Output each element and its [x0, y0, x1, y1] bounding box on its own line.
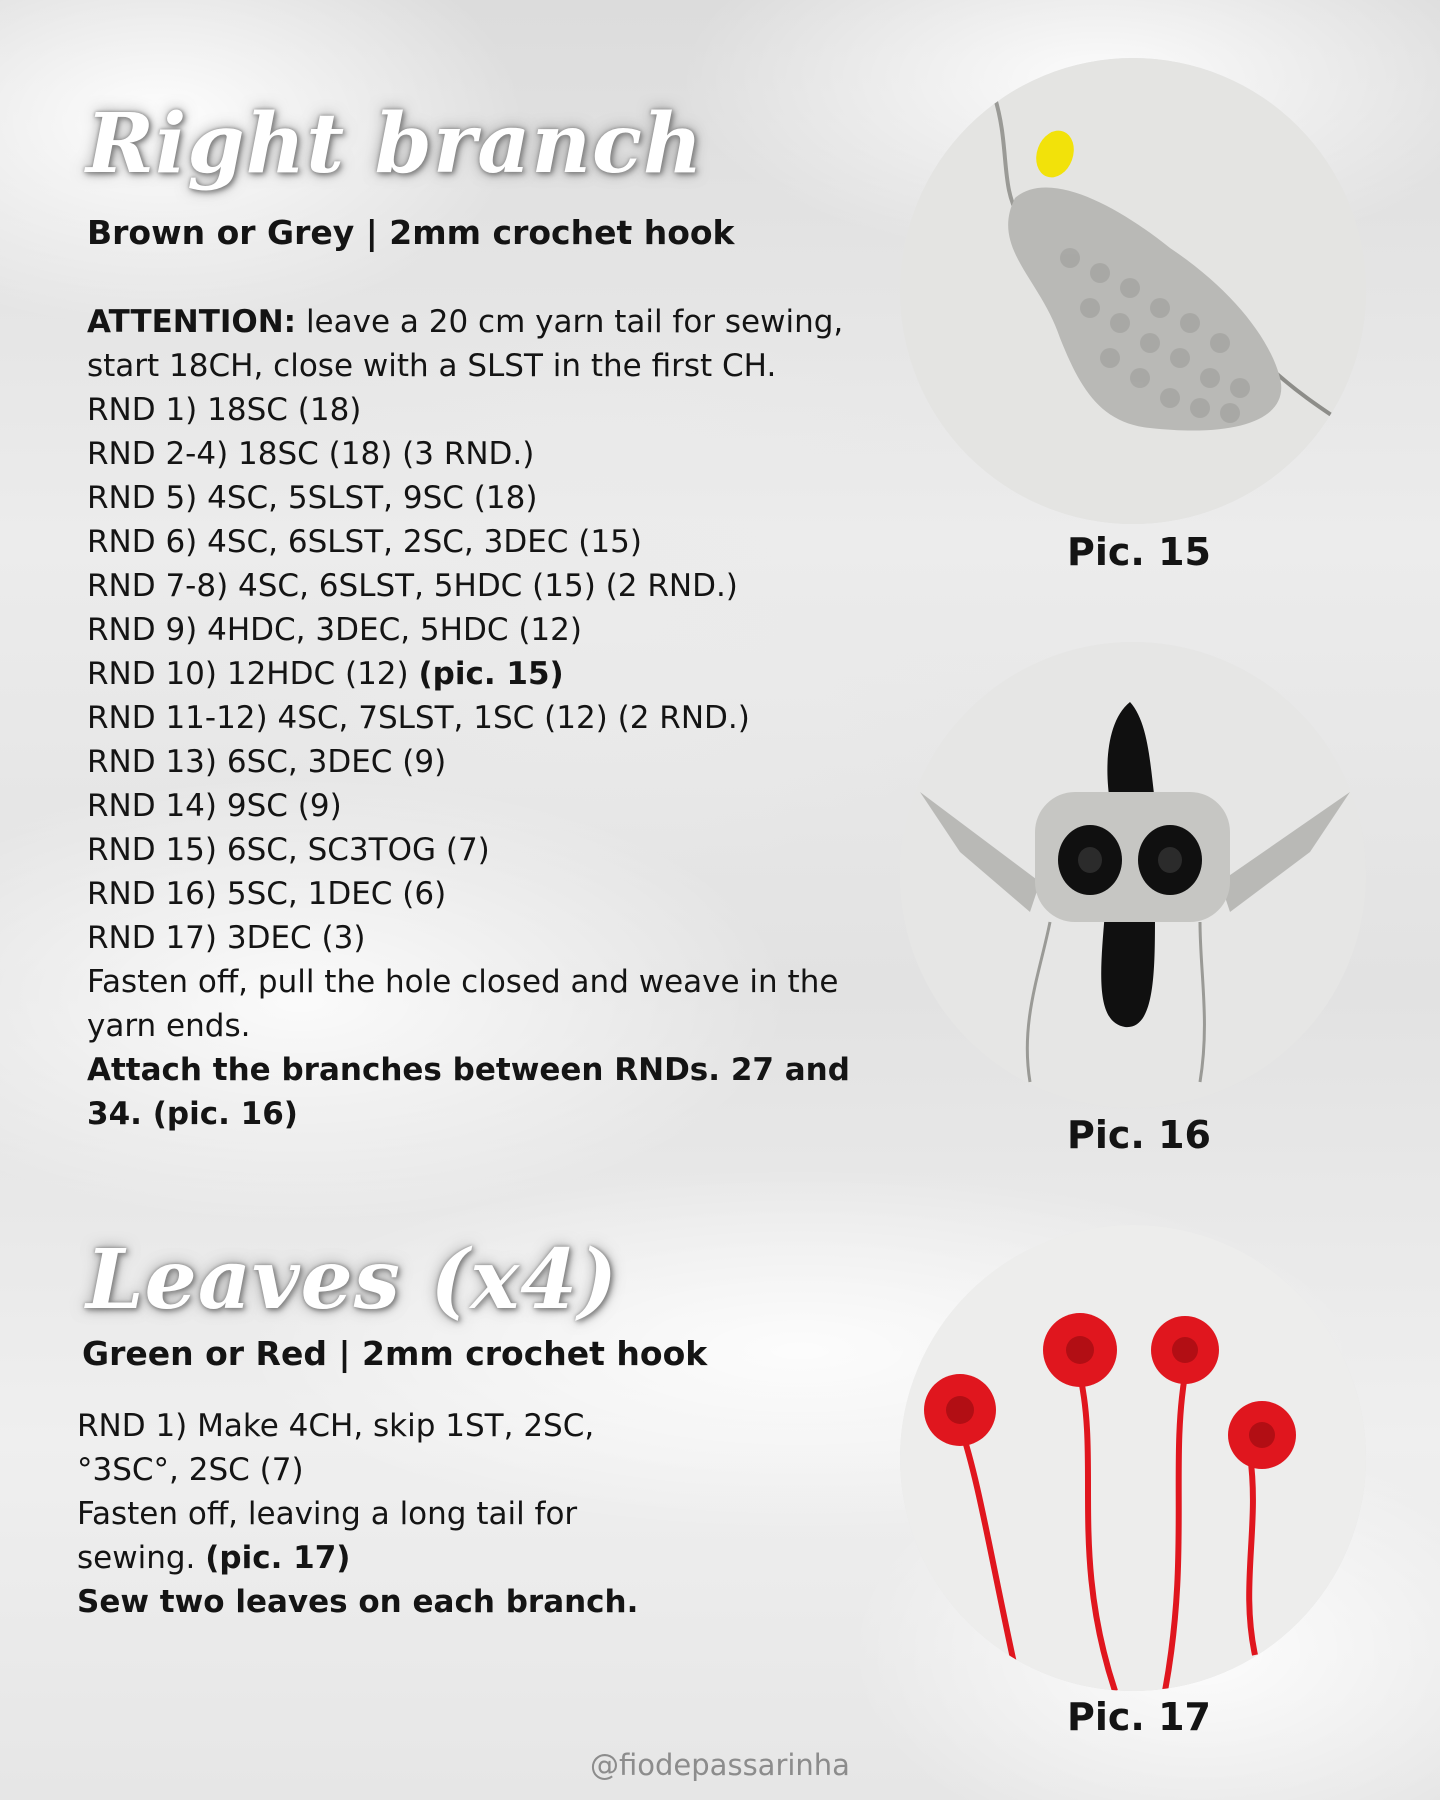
round-line: RND 7-8) 4SC, 6SLST, 5HDC (15) (2 RND.)	[87, 568, 738, 604]
round-line: RND 15) 6SC, SC3TOG (7)	[87, 832, 490, 868]
fasten-off-text: Fasten off, pull the hole closed and weave in the yarn ends.	[87, 964, 839, 1044]
right-branch-subtitle: Brown or Grey | 2mm crochet hook	[87, 213, 735, 252]
pic-16-photo	[900, 642, 1366, 1108]
leaves-fasten-paragraph	[77, 1492, 677, 1580]
right-branch-title: Right branch	[86, 96, 704, 192]
pic-17-caption: Pic. 17	[1067, 1695, 1211, 1739]
round-line	[87, 652, 867, 696]
leaves-instructions	[77, 1404, 677, 1624]
attach-branches-text: Attach the branches between RNDs. 27 and 34. (pic. 16)	[87, 1052, 850, 1132]
leaves-subtitle: Green or Red | 2mm crochet hook	[82, 1334, 708, 1373]
pic-15-photo	[900, 58, 1366, 524]
round-line: RND 6) 4SC, 6SLST, 2SC, 3DEC (15)	[87, 524, 642, 560]
leaves-rnd1: RND 1) Make 4CH, skip 1ST, 2SC, °3SC°, 2SC (7)	[77, 1408, 595, 1488]
grey-branch-illustration	[900, 58, 1366, 524]
round-line: RND 16) 5SC, 1DEC (6)	[87, 876, 447, 912]
round-line: RND 5) 4SC, 5SLST, 9SC (18)	[87, 480, 538, 516]
rnd10-text: RND 10) 12HDC (12)	[87, 656, 419, 692]
round-line: RND 13) 6SC, 3DEC (9)	[87, 744, 447, 780]
round-line: RND 2-4) 18SC (18) (3 RND.)	[87, 436, 535, 472]
round-line: RND 11-12) 4SC, 7SLST, 1SC (12) (2 RND.)	[87, 700, 750, 736]
red-leaves-illustration	[900, 1225, 1366, 1691]
round-line: RND 9) 4HDC, 3DEC, 5HDC (12)	[87, 612, 582, 648]
leaves-title: Leaves (x4)	[86, 1232, 619, 1328]
pic-15-caption: Pic. 15	[1067, 530, 1211, 574]
leaves-fasten-text: Fasten off, leaving a long tail for sewing.	[77, 1496, 578, 1576]
right-branch-instructions	[87, 300, 867, 1136]
round-line: RND 1) 18SC (18)	[87, 392, 362, 428]
sew-leaves-text: Sew two leaves on each branch.	[77, 1584, 639, 1620]
round-line: RND 17) 3DEC (3)	[87, 920, 366, 956]
attention-paragraph	[87, 300, 867, 388]
rnd10-pic-ref: (pic. 15)	[418, 656, 564, 692]
attention-text: leave a 20 cm yarn tail for sewing, start 18CH, close with a SLST in the first CH.	[87, 304, 844, 384]
round-line: RND 14) 9SC (9)	[87, 788, 342, 824]
pic-17-photo	[900, 1225, 1366, 1691]
author-handle: @fiodepassarinha	[590, 1748, 850, 1782]
head-with-branches-illustration	[900, 642, 1366, 1108]
leaves-pic-ref: (pic. 17)	[205, 1540, 351, 1576]
pic-16-caption: Pic. 16	[1067, 1113, 1211, 1157]
attention-label: ATTENTION:	[87, 304, 297, 340]
